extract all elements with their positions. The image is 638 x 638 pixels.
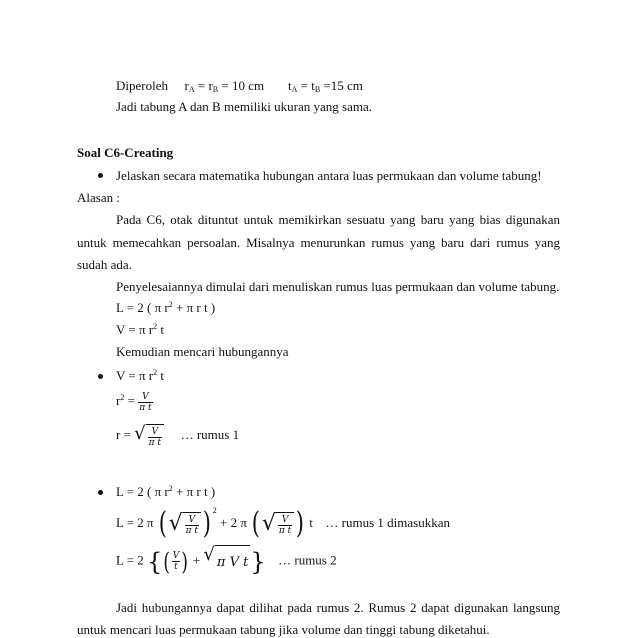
rumus1-dimasukkan-note: … rumus 1 dimasukkan <box>325 515 450 530</box>
final-paragraph-line2: untuk mencari luas permukaan tabung jika volume dan tinggi tabung diketahui. <box>77 622 490 637</box>
sqrt-symbol: √ π V t <box>203 545 250 578</box>
r-equation: $r_A = r_B = 10$ cm <box>184 78 265 94</box>
rumus1-note: … rumus 1 <box>180 427 240 442</box>
diperoleh-line <box>116 78 264 94</box>
paragraph1-line3: sudah ada. <box>77 257 132 272</box>
formula-L-substituted: L = 2 π ( √ $\frac{V}{\text{π t}}$ ) $^2$ + 2 π ( √ $\frac{V}{\text{π t}}$ ) t … rumus 1 dimasukkan <box>116 506 450 542</box>
paragraph1-line2: untuk memecahkan persoalan. Misalnya menurunkan rumus yang baru dari rumus yang <box>77 235 560 250</box>
section-heading: Soal C6-Creating <box>77 145 174 160</box>
conclusion-line: Jadi tabung A dan B memiliki ukuran yang sama. <box>116 99 372 114</box>
final-paragraph-line1: Jadi hubungannya dapat dilihat pada rumus 2. Rumus 2 dapat digunakan langsung <box>116 600 560 615</box>
formula-L: L = 2 ( π $r^2 + \pi$ r t ) <box>116 300 216 315</box>
sqrt-symbol: √ $\frac{V}{\text{π t}}$ <box>169 512 201 536</box>
paragraph1-line1: Pada C6, otak dituntut untuk memikirkan sesuatu yang baru yang bias digunakan <box>116 212 560 227</box>
alasan-label: Alasan : <box>77 190 120 205</box>
formula-V-bullet: V = π $r^2$ t <box>116 368 165 383</box>
bullet-icon <box>98 173 103 178</box>
formula-L-bullet: L = 2 ( π $r^2 + \pi$ r t ) <box>116 484 216 499</box>
diperoleh-label: Diperoleh <box>116 78 168 93</box>
next-step-text: Kemudian mencari hubungannya <box>116 344 289 359</box>
formula-L-final: L = 2 {( $\frac{V}{t}$ ) + √ π V t } … rumus 2 <box>116 545 337 578</box>
fraction-V-over-pit: $\frac{V}{\text{π t}}$ <box>139 391 152 413</box>
formula-V: V = π $r^2$ t <box>116 322 165 337</box>
task-text: Jelaskan secara matematika hubungan antara luas permukaan dan volume tabung! <box>116 168 542 183</box>
t-equation: $t_A = t_B =15$ cm <box>288 78 363 94</box>
bullet-icon <box>98 374 103 379</box>
formula-r-squared: $r^2$ = $\frac{V}{\text{π t}}$ <box>116 391 152 413</box>
bullet-icon <box>98 490 103 495</box>
formula-r: r = √ $\frac{V}{\text{π t}}$ … rumus 1 <box>116 423 240 449</box>
sqrt-symbol: √ $\frac{V}{\text{π t}}$ <box>262 512 294 536</box>
paragraph2: Penyelesaiannya dimulai dari menuliskan rumus luas permukaan dan volume tabung. <box>116 279 560 294</box>
sqrt-symbol: √ $\frac{V}{\text{π t}}$ <box>134 424 164 448</box>
rumus2-note: … rumus 2 <box>278 552 337 568</box>
